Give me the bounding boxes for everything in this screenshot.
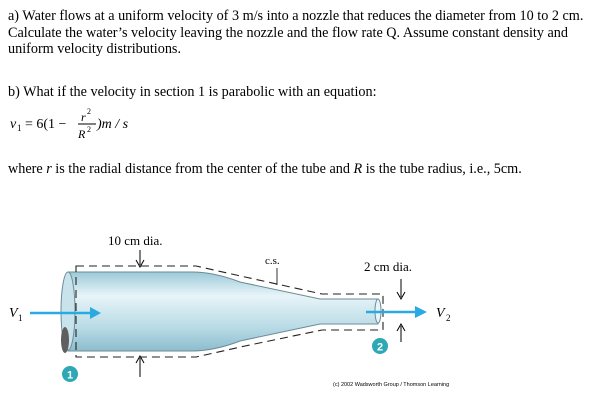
problem-part-a: a) Water flows at a uniform velocity of 3 m/s into a nozzle that reduces the diameter from 10 to 2 cm. Calculate the water’s velocity leaving the nozzle and the flow rate Q. Assume constant density and uniform velocity distributions. xyxy=(8,8,584,57)
inlet-diameter-label: 10 cm dia. xyxy=(108,233,163,248)
section-2-label: 2 xyxy=(376,341,384,354)
eq-numerator-sup: 2 xyxy=(87,107,91,116)
where-symbol-R: R xyxy=(353,161,363,177)
outlet-diameter-label: 2 cm dia. xyxy=(364,259,413,274)
nozzle-figure xyxy=(0,222,603,415)
where-text-2: is the radial distance from the center of the tube and xyxy=(51,161,354,177)
v2-arrowhead xyxy=(415,306,427,318)
eq-lhs: v xyxy=(10,117,17,132)
section-1-label: 1 xyxy=(66,369,74,382)
eq-units: )m / s xyxy=(97,117,129,132)
nozzle-pipe xyxy=(68,272,378,351)
where-text-1: where xyxy=(8,161,47,177)
eq-denominator-sup: 2 xyxy=(87,125,91,134)
control-surface-label: c.s. xyxy=(265,255,280,267)
eq-equals: = 6(1 − xyxy=(25,117,67,132)
v1-label: V xyxy=(9,306,18,321)
where-text-3: is the tube radius, i.e., 5cm. xyxy=(362,161,522,177)
v2-label-sub: 2 xyxy=(446,313,451,323)
velocity-equation xyxy=(8,104,208,144)
eq-numerator: r xyxy=(81,110,86,124)
where-symbol-r: r xyxy=(46,161,52,177)
copyright-notice: (c) 2002 Wadsworth Group / Thomson Learning xyxy=(333,382,450,388)
eq-denominator: R xyxy=(78,127,86,141)
problem-where-clause xyxy=(8,161,568,178)
pipe-inlet-shadow xyxy=(61,327,69,353)
problem-part-b: b) What if the velocity in section 1 is parabolic with an equation: xyxy=(8,84,377,100)
eq-lhs-sub: 1 xyxy=(17,123,22,133)
v1-label-sub: 1 xyxy=(18,313,23,323)
v2-label: V xyxy=(436,306,445,321)
